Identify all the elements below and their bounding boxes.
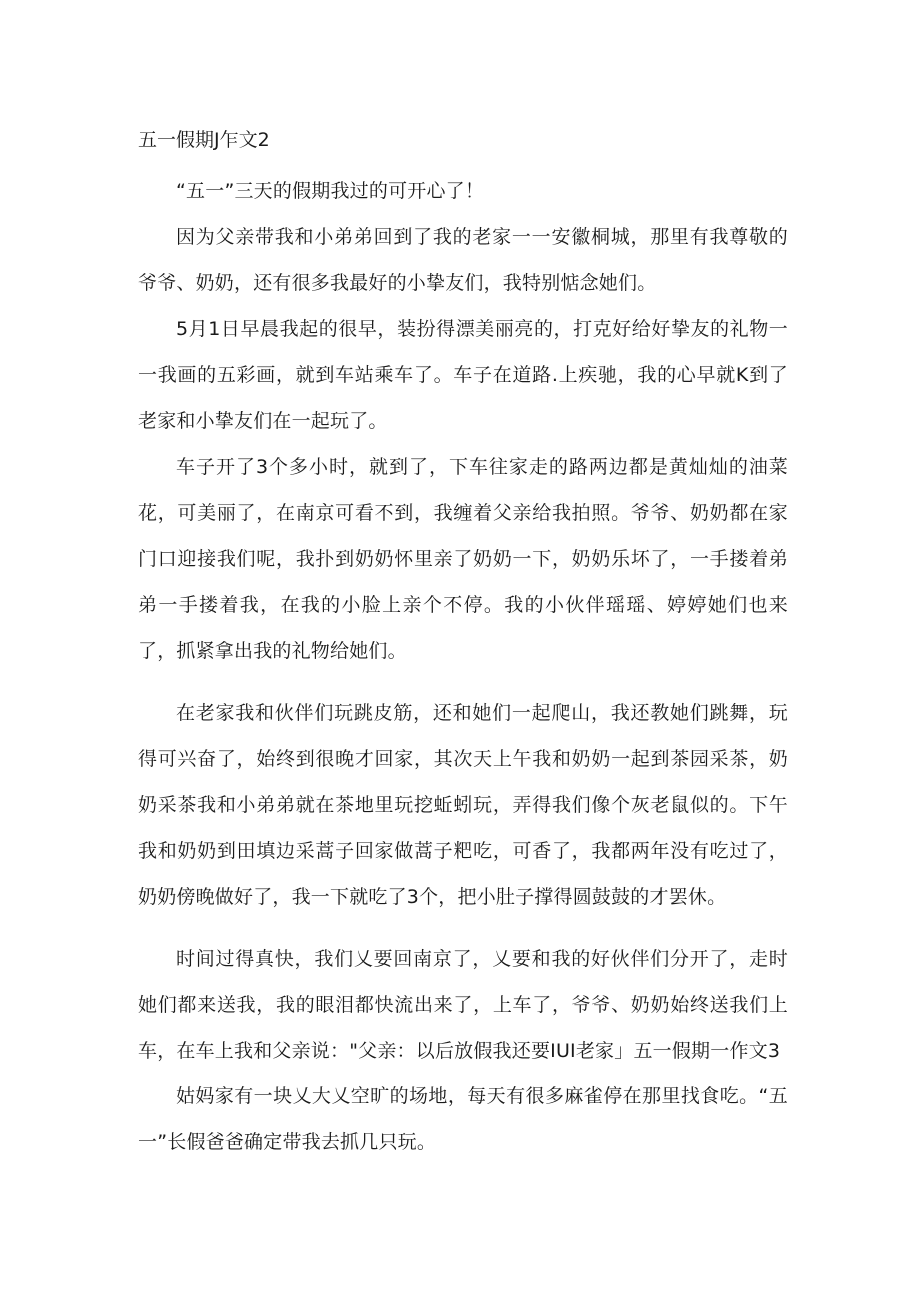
paragraph: 车子开了3个多小时，就到了，下车往家走的路两边都是黄灿灿的油菜花，可美丽了，在南京可看不到，我缠着父亲给我拍照。爷爷、奶奶都在家门口迎接我们呢，我扑到奶奶怀里亲了奶奶一下，奶奶乐坏了，一手搂着弟弟一手搂着我，在我的小脸上亲个不停。我的小伙伴瑶瑶、婷婷她们也来了，抓紧拿出我的礼物给她们。 — [138, 456, 788, 662]
paragraph: 姑妈家有一块乂大乂空旷的场地，每天有很多麻雀停在那里找食吃。“五一”长假爸爸确定带我去抓几只玩。 — [138, 1085, 788, 1153]
paragraph: 因为父亲带我和小弟弟回到了我的老家一一安徽桐城，那里有我尊敬的爷爷、奶奶，还有很多我最好的小挚友们，我特别惦念她们。 — [138, 226, 788, 294]
paragraph: 5月1日早晨我起的很早，装扮得漂美丽亮的，打克好给好挚友的礼物一一我画的五彩画，就到车站乘车了。车子在道路.上疾驰，我的心早就K到了老家和小挚友们在一起玩了。 — [138, 318, 788, 432]
paragraph: 时间过得真快，我们乂要回南京了，乂要和我的好伙伴们分开了，走时她们都来送我，我的眼泪都快流出来了，上车了，爷爷、奶奶始终送我们上车，在车上我和父亲说："父亲：以后放假我还要IUI老家」五一假期一作文3 — [138, 948, 788, 1062]
paragraph: “五一”三天的假期我过的可开心了！ — [176, 180, 485, 202]
document-title: 五一假期J乍文2 — [138, 129, 270, 151]
paragraph: 在老家我和伙伴们玩跳皮筋，还和她们一起爬山，我还教她们跳舞，玩得可兴奋了，始终到很晚才回家，其次天上午我和奶奶一起到茶园采茶，奶奶采茶我和小弟弟就在茶地里玩挖蚯蚓玩，弄得我们像个灰老鼠似的。下午我和奶奶到田填边采蒿子回家做蒿子粑吃，可香了，我都两年没有吃过了，奶奶傍晚做好了，我一下就吃了3个，把小肚子撑得圆鼓鼓的才罢休。 — [138, 702, 788, 908]
